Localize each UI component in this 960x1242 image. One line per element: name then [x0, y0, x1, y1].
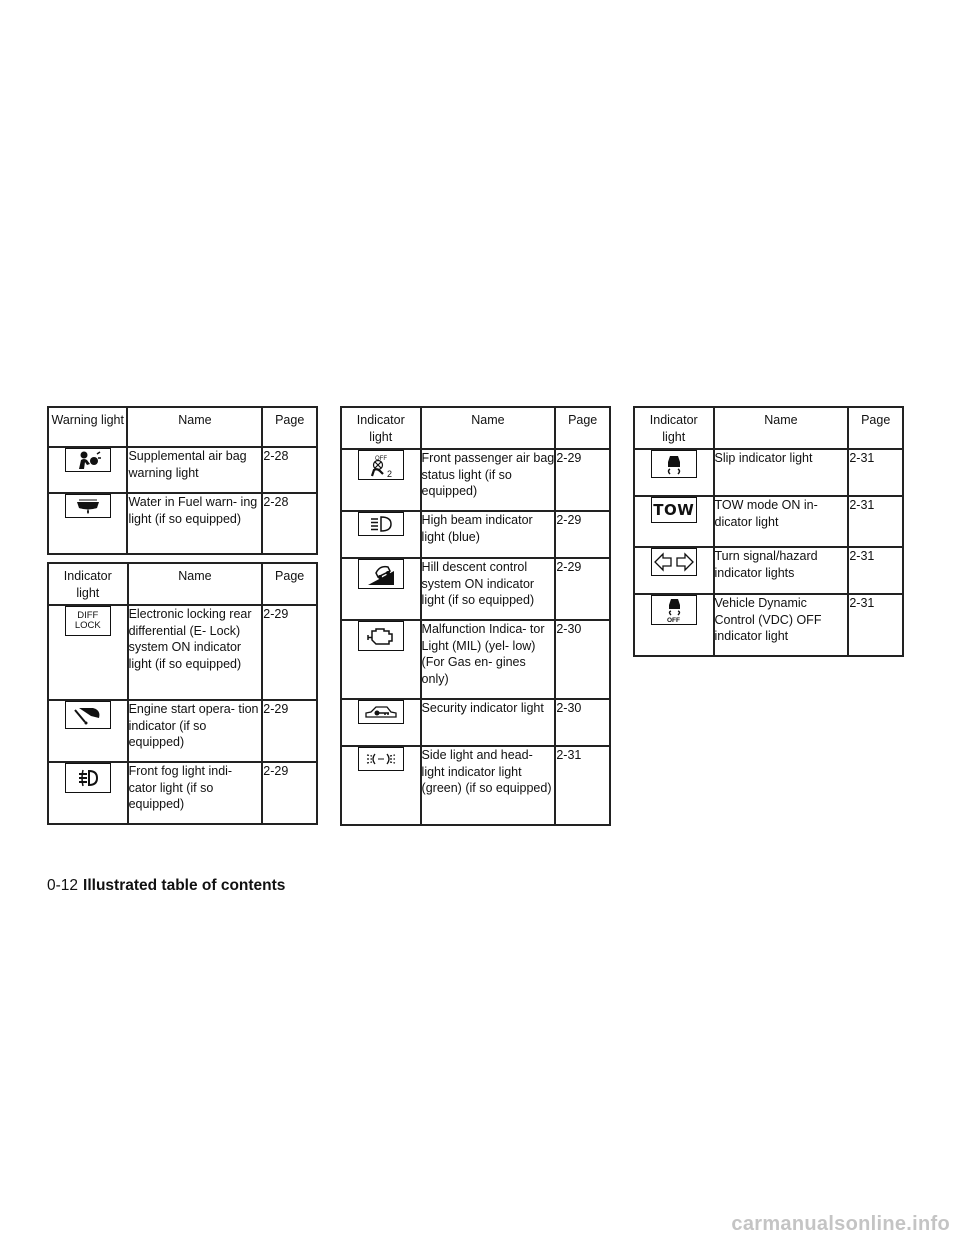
table-row — [48, 700, 317, 762]
table-row — [341, 746, 610, 825]
table-row — [48, 447, 317, 493]
indicator-name: Engine start opera- tion indicator (if so equipped) — [128, 700, 263, 762]
indicator-page: 2-30 — [555, 620, 610, 699]
vdc-off-icon — [651, 595, 697, 625]
warning-name: Water in Fuel warn- ing light (if so equipped) — [127, 493, 262, 554]
page-number: 0-12 — [47, 877, 79, 894]
airbag-warning-icon — [65, 448, 111, 472]
indicator-page: 2-29 — [555, 558, 610, 620]
side-light-headlight-icon — [358, 747, 404, 771]
table-row — [341, 558, 610, 620]
diff-lock-icon: DIFF LOCK — [65, 606, 111, 636]
indicator-name: Hill descent control system ON indicator light (if so equipped) — [421, 558, 556, 620]
indicator-name: Front passenger air bag status light (if so equipped) — [421, 449, 556, 511]
column-header-name: Name — [127, 407, 262, 447]
page-footer — [47, 877, 285, 895]
front-fog-light-icon — [65, 763, 111, 793]
table-row — [48, 605, 317, 700]
table-header-row — [634, 407, 903, 449]
warning-page: 2-28 — [262, 493, 317, 554]
check-engine-icon — [358, 621, 404, 651]
security-car-key-icon — [358, 700, 404, 724]
slip-indicator-icon — [651, 450, 697, 478]
column-header-page: Page — [262, 563, 317, 605]
indicator-page: 2-29 — [555, 449, 610, 511]
svg-text:OFF: OFF — [374, 456, 387, 462]
table-row — [341, 620, 610, 699]
column-header-name: Name — [128, 563, 263, 605]
indicator-name: Front fog light indi- cator light (if so equipped) — [128, 762, 263, 824]
indicator-light-table-1 — [47, 562, 318, 825]
warning-name: Supplemental air bag warning light — [127, 447, 262, 493]
indicator-name: Electronic locking rear differential (E- Lock) system ON indicator light (if so equipped) — [128, 605, 263, 700]
table-header-row — [48, 407, 317, 447]
indicator-light-table-3 — [633, 406, 904, 657]
engine-start-icon — [65, 701, 111, 729]
tow-mode-icon: TOW — [651, 497, 697, 523]
high-beam-icon — [358, 512, 404, 536]
indicator-page: 2-29 — [555, 511, 610, 558]
indicator-page: 2-31 — [848, 547, 903, 594]
column-header-name: Name — [421, 407, 556, 449]
warning-page: 2-28 — [262, 447, 317, 493]
indicator-page: 2-31 — [848, 594, 903, 656]
section-title: Illustrated table of contents — [83, 877, 286, 894]
indicator-page: 2-31 — [848, 449, 903, 496]
column-header-indicator-light: Indicator light — [634, 407, 714, 449]
indicator-page: 2-29 — [262, 700, 317, 762]
warning-light-table — [47, 406, 318, 555]
watermark: carmanualsonline.info — [731, 1213, 950, 1235]
table-row — [341, 699, 610, 746]
table-row — [48, 762, 317, 824]
water-in-fuel-icon — [65, 494, 111, 518]
table-header-row — [48, 563, 317, 605]
table-header-row — [341, 407, 610, 449]
indicator-page: 2-29 — [262, 605, 317, 700]
indicator-light-table-2 — [340, 406, 611, 826]
table-row — [341, 511, 610, 558]
svg-text:2: 2 — [386, 469, 392, 478]
indicator-name: Slip indicator light — [714, 449, 849, 496]
table-row — [634, 449, 903, 496]
passenger-airbag-off-icon — [358, 450, 404, 480]
column-header-indicator-light: Indicator light — [48, 563, 128, 605]
indicator-name: Turn signal/hazard indicator lights — [714, 547, 849, 594]
indicator-page: 2-31 — [848, 496, 903, 547]
indicator-name: TOW mode ON in- dicator light — [714, 496, 849, 547]
column-header-warning-light: Warning light — [48, 407, 127, 447]
column-header-page: Page — [555, 407, 610, 449]
table-row — [341, 449, 610, 511]
table-row — [634, 547, 903, 594]
indicator-page: 2-30 — [555, 699, 610, 746]
hill-descent-icon — [358, 559, 404, 589]
indicator-page: 2-29 — [262, 762, 317, 824]
indicator-name: High beam indicator light (blue) — [421, 511, 556, 558]
column-header-name: Name — [714, 407, 849, 449]
indicator-page: 2-31 — [555, 746, 610, 825]
column-header-page: Page — [262, 407, 317, 447]
column-header-indicator-light: Indicator light — [341, 407, 421, 449]
indicator-name: Vehicle Dynamic Control (VDC) OFF indicator light — [714, 594, 849, 656]
table-row — [634, 496, 903, 547]
indicator-name: Security indicator light — [421, 699, 556, 746]
turn-signal-arrows-icon — [651, 548, 697, 576]
table-row — [48, 493, 317, 554]
svg-text:OFF: OFF — [666, 617, 680, 624]
indicator-name: Malfunction Indica- tor Light (MIL) (yel- low) (For Gas en- gines only) — [421, 620, 556, 699]
indicator-name: Side light and head- light indicator light (green) (if so equipped) — [421, 746, 556, 825]
table-row — [634, 594, 903, 656]
column-header-page: Page — [848, 407, 903, 449]
